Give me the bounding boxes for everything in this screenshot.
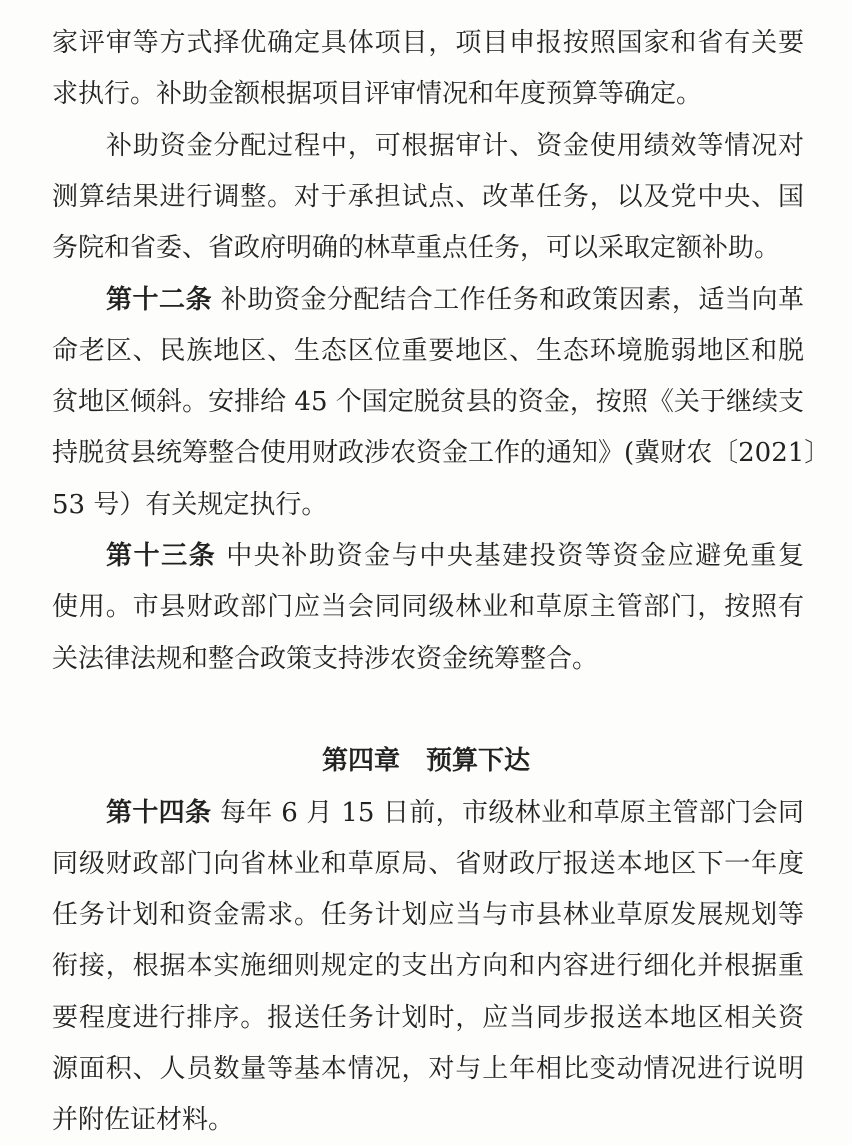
article-14-title: 第十四条 — [106, 797, 212, 828]
paragraph-line: 同级财政部门向省林业和草原局、省财政厅报送本地区下一年度 — [52, 848, 804, 879]
article-14-text: 每年 6 月 15 日前，市级林业和草原主管部门会同 — [219, 797, 804, 828]
paragraph-line: 持脱贫县统筹整合使用财政涉农资金工作的通知》(冀财农〔2021〕 — [52, 438, 831, 469]
article-12-text: 补助资金分配结合工作任务和政策因素，适当向革 — [220, 284, 804, 315]
article-14-first-line — [106, 788, 804, 838]
chapter-heading: 第四章 预算下达 — [321, 746, 530, 777]
paragraph-line: 源面积、人员数量等基本情况，对与上年相比变动情况进行说明 — [52, 1054, 804, 1084]
paragraph-line: 并附佐证材料。 — [52, 1105, 235, 1136]
paragraph-line: 贫地区倾斜。安排给 45 个国定脱贫县的资金，按照《关于继续支 — [52, 387, 804, 418]
paragraph-line: 要程度进行排序。报送任务计划时，应当同步报送本地区相关资 — [52, 1002, 804, 1033]
article-13-first-line — [106, 531, 804, 581]
paragraph-line: 53 号）有关规定执行。 — [52, 489, 328, 520]
paragraph-line: 测算结果进行调整。对于承担试点、改革任务，以及党中央、国 — [52, 181, 804, 212]
paragraph-line: 使用。市县财政部门应当会同同级林业和草原主管部门，按照有 — [52, 592, 804, 623]
article-13-text: 中央补助资金与中央基建投资等资金应避免重复 — [226, 541, 804, 571]
paragraph-line: 关法律法规和整合政策支持涉农资金统筹整合。 — [52, 643, 599, 674]
paragraph-line: 衔接，根据本实施细则规定的支出方向和内容进行细化并根据重 — [52, 951, 804, 982]
paragraph-line: 务院和省委、省政府明确的林草重点任务，可以采取定额补助。 — [52, 233, 781, 264]
paragraph-line: 补助资金分配过程中，可根据审计、资金使用绩效等情况对 — [106, 130, 804, 161]
paragraph-line: 命老区、民族地区、生态区位重要地区、生态环境脆弱地区和脱 — [52, 335, 804, 366]
article-12-title: 第十二条 — [106, 284, 213, 315]
article-12-first-line — [106, 275, 804, 325]
article-13-title: 第十三条 — [106, 541, 217, 571]
paragraph-line: 家评审等方式择优确定具体项目，项目申报按照国家和省有关要 — [52, 28, 804, 58]
paragraph-line: 任务计划和资金需求。任务计划应当与市县林业草原发展规划等 — [52, 900, 804, 931]
paragraph-line: 求执行。补助金额根据项目评审情况和年度预算等确定。 — [52, 79, 703, 110]
